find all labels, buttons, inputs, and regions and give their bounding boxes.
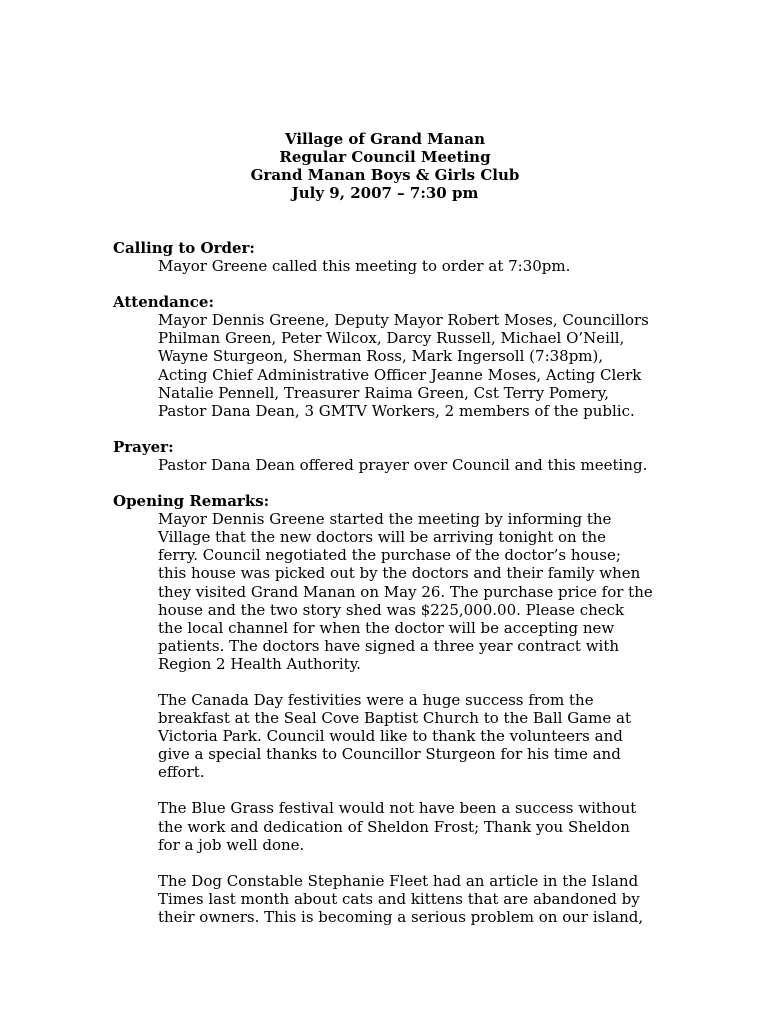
- body-line: the local channel for when the doctor will be accepting new: [158, 618, 615, 637]
- body-line: ferry. Council negotiated the purchase of the doctor’s house;: [158, 546, 621, 565]
- body-line: Wayne Sturgeon, Sherman Ross, Mark Ingersoll (7:38pm),: [158, 347, 604, 366]
- body-line: Acting Chief Administrative Officer Jeanne Moses, Acting Clerk: [158, 365, 642, 384]
- body-line: Mayor Greene called this meeting to order at 7:30pm.: [158, 257, 571, 276]
- body-line: their owners. This is becoming a serious problem on our island,: [158, 907, 644, 926]
- paragraph-canada-day: [113, 691, 673, 781]
- section-attendance: [113, 293, 673, 420]
- body-line: Region 2 Health Authority.: [158, 654, 361, 673]
- body-line: Village that the new doctors will be arriving tonight on the: [158, 528, 607, 547]
- section-heading: Attendance:: [113, 293, 215, 312]
- body-line: they visited Grand Manan on May 26. The purchase price for the: [158, 582, 653, 601]
- body-line: for a job well done.: [158, 835, 305, 854]
- body-line: Natalie Pennell, Treasurer Raima Green, Cst Terry Pomery,: [158, 383, 609, 402]
- body-line: The Canada Day festivities were a huge success from the: [158, 690, 594, 709]
- paragraph-dog-constable: [113, 872, 673, 926]
- body-line: house and the two story shed was $225,000.00. Please check: [158, 600, 625, 619]
- header-village: Village of Grand Manan: [284, 130, 486, 148]
- section-prayer: [113, 438, 673, 474]
- header-date-time: July 9, 2007 – 7:30 pm: [291, 184, 479, 202]
- body-line: Mayor Dennis Greene, Deputy Mayor Robert Moses, Councillors: [158, 311, 649, 330]
- section-heading: Calling to Order:: [113, 239, 255, 257]
- body-line: breakfast at the Seal Cove Baptist Church to the Ball Game at: [158, 709, 631, 728]
- section-heading: Opening Remarks:: [113, 492, 270, 511]
- body-line: Pastor Dana Dean offered prayer over Council and this meeting.: [158, 455, 648, 474]
- section-opening-remarks: [113, 492, 673, 926]
- section-heading: Prayer:: [113, 437, 174, 456]
- section-calling-to-order: [113, 239, 673, 275]
- body-line: effort.: [158, 763, 205, 782]
- header-location: Grand Manan Boys & Girls Club: [250, 166, 520, 184]
- paragraph-doctors: [113, 510, 673, 673]
- body-line: patients. The doctors have signed a three year contract with: [158, 636, 620, 655]
- body-line: give a special thanks to Councillor Sturgeon for his time and: [158, 745, 621, 764]
- document-header: [0, 130, 770, 202]
- body-line: Philman Green, Peter Wilcox, Darcy Russell, Michael O’Neill,: [158, 329, 625, 348]
- body-line: Victoria Park. Council would like to thank the volunteers and: [158, 727, 623, 746]
- body-line: Mayor Dennis Greene started the meeting by informing the: [158, 510, 612, 529]
- body-line: Pastor Dana Dean, 3 GMTV Workers, 2 members of the public.: [158, 401, 635, 420]
- body-line: Times last month about cats and kittens that are abandoned by: [158, 889, 640, 908]
- body-line: The Dog Constable Stephanie Fleet had an article in the Island: [158, 871, 639, 890]
- body-line: this house was picked out by the doctors and their family when: [158, 564, 641, 583]
- body-line: The Blue Grass festival would not have been a success without: [158, 799, 637, 818]
- body-line: the work and dedication of Sheldon Frost; Thank you Sheldon: [158, 817, 630, 836]
- document-body: [113, 239, 673, 944]
- header-meeting-type: Regular Council Meeting: [279, 148, 491, 166]
- paragraph-blue-grass: [113, 799, 673, 853]
